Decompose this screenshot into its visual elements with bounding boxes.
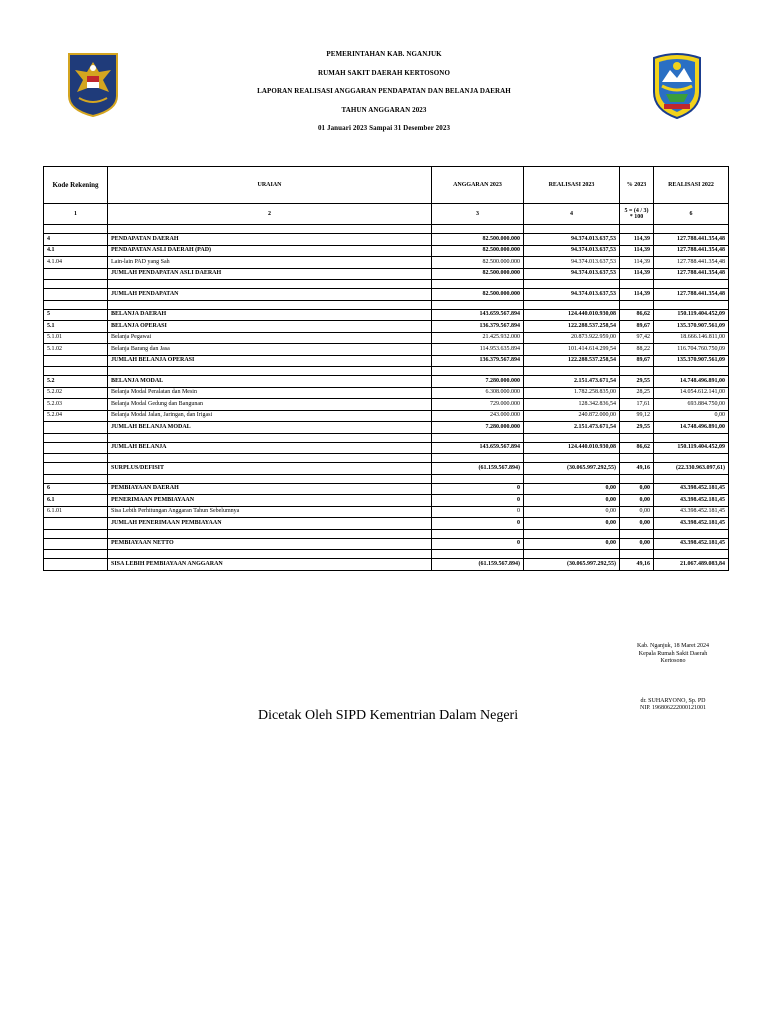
spacer-cell: [44, 300, 108, 309]
row-prev-realization: (22.330.963.097,61): [654, 463, 729, 475]
col-number: 5 = (4 / 3) * 100: [620, 204, 654, 225]
row-realization: 124.440.010.930,08: [524, 442, 620, 454]
spacer-row: [44, 367, 729, 376]
row-code: 5.2.02: [44, 387, 108, 399]
row-prev-realization: 150.119.404.452,09: [654, 309, 729, 321]
table-row: [44, 321, 729, 333]
row-percent: 88,22: [620, 344, 654, 356]
table-row: [44, 518, 729, 530]
row-prev-realization: 0,00: [654, 410, 729, 422]
table-row: [44, 442, 729, 454]
row-code: [44, 442, 108, 454]
row-prev-realization: 43.398.452.181,45: [654, 518, 729, 530]
row-code: 5.2: [44, 376, 108, 388]
row-percent: 0,00: [620, 538, 654, 550]
spacer-cell: [620, 300, 654, 309]
row-realization: 124.440.010.930,08: [524, 309, 620, 321]
row-percent: 0,00: [620, 483, 654, 495]
spacer-cell: [620, 454, 654, 463]
spacer-cell: [524, 550, 620, 559]
row-code: 6: [44, 483, 108, 495]
table-row: [44, 245, 729, 257]
sign-position: Kepala Rumah Sakit Daerah: [638, 650, 708, 657]
row-code: 4.1.04: [44, 257, 108, 269]
spacer-cell: [432, 300, 524, 309]
row-percent: 49,16: [620, 559, 654, 571]
row-code: 5.1: [44, 321, 108, 333]
row-description: PENDAPATAN ASLI DAERAH (PAD): [108, 245, 432, 257]
spacer-cell: [654, 529, 729, 538]
row-description: Belanja Modal Peralatan dan Mesin: [108, 387, 432, 399]
spacer-cell: [654, 300, 729, 309]
spacer-cell: [620, 367, 654, 376]
row-realization: 2.151.473.671,54: [524, 422, 620, 434]
spacer-cell: [524, 529, 620, 538]
row-percent: 49,16: [620, 463, 654, 475]
spacer-cell: [524, 474, 620, 483]
row-description: Sisa Lebih Perhitungan Anggaran Tahun Sebelumnya: [108, 506, 432, 518]
row-code: [44, 289, 108, 301]
table-row: [44, 344, 729, 356]
table-row: [44, 387, 729, 399]
row-realization: (30.065.997.292,55): [524, 559, 620, 571]
row-code: [44, 422, 108, 434]
spacer-cell: [108, 550, 432, 559]
col-number: 2: [108, 204, 432, 225]
spacer-cell: [654, 280, 729, 289]
table-row: [44, 483, 729, 495]
row-code: [44, 538, 108, 550]
row-percent: 114,39: [620, 268, 654, 280]
spacer-cell: [44, 474, 108, 483]
spacer-cell: [108, 529, 432, 538]
row-description: JUMLAH BELANJA: [108, 442, 432, 454]
row-percent: 86,62: [620, 442, 654, 454]
row-prev-realization: 43.398.452.181,45: [654, 506, 729, 518]
row-realization: 94.374.013.637,53: [524, 289, 620, 301]
col-header-realization: REALISASI 2023: [524, 167, 620, 204]
row-description: JUMLAH PENERIMAAN PEMBIAYAAN: [108, 518, 432, 530]
row-percent: 89,67: [620, 355, 654, 367]
col-number: 4: [524, 204, 620, 225]
spacer-cell: [620, 225, 654, 234]
row-code: 4: [44, 234, 108, 246]
spacer-cell: [44, 225, 108, 234]
row-budget: 0: [432, 518, 524, 530]
spacer-cell: [654, 225, 729, 234]
report-period: 01 Januari 2023 Sampai 31 Desember 2023: [317, 124, 451, 132]
spacer-cell: [432, 280, 524, 289]
spacer-row: [44, 300, 729, 309]
row-code: 6.1.01: [44, 506, 108, 518]
spacer-cell: [620, 529, 654, 538]
row-description: PEMBIAYAAN DAERAH: [108, 483, 432, 495]
table-row: [44, 257, 729, 269]
row-code: [44, 355, 108, 367]
sign-place-date: Kab. Nganjuk, 18 Maret 2024: [637, 643, 709, 649]
spacer-cell: [44, 529, 108, 538]
row-prev-realization: 127.788.441.354,48: [654, 289, 729, 301]
row-realization: 122.288.537.258,54: [524, 321, 620, 333]
table-row: [44, 495, 729, 507]
spacer-cell: [524, 433, 620, 442]
spacer-cell: [524, 225, 620, 234]
printed-by-footer: Dicetak Oleh SIPD Kementrian Dalam Negeri: [258, 708, 519, 723]
row-percent: 86,62: [620, 309, 654, 321]
spacer-row: [44, 280, 729, 289]
row-description: PEMBIAYAAN NETTO: [108, 538, 432, 550]
row-description: Belanja Modal Jalan, Jaringan, dan Irigasi: [108, 410, 432, 422]
spacer-cell: [44, 367, 108, 376]
row-code: 5.2.04: [44, 410, 108, 422]
row-percent: 89,67: [620, 321, 654, 333]
table-row: [44, 538, 729, 550]
spacer-cell: [620, 474, 654, 483]
row-prev-realization: 14.748.496.891,00: [654, 422, 729, 434]
col-header-budget: ANGGARAN 2023: [432, 167, 524, 204]
report-header: [0, 50, 768, 143]
table-row: [44, 309, 729, 321]
row-percent: 0,00: [620, 506, 654, 518]
row-realization: 94.374.013.637,53: [524, 257, 620, 269]
row-realization: 94.374.013.637,53: [524, 268, 620, 280]
spacer-cell: [654, 454, 729, 463]
row-realization: 122.288.537.258,54: [524, 355, 620, 367]
spacer-cell: [432, 225, 524, 234]
row-code: 5.1.01: [44, 332, 108, 344]
row-realization: 94.374.013.637,53: [524, 245, 620, 257]
spacer-row: [44, 474, 729, 483]
row-description: JUMLAH BELANJA OPERASI: [108, 355, 432, 367]
spacer-cell: [654, 474, 729, 483]
row-description: BELANJA DAERAH: [108, 309, 432, 321]
row-prev-realization: 18.666.146.811,00: [654, 332, 729, 344]
row-budget: (61.159.567.894): [432, 559, 524, 571]
row-budget: 243.000.000: [432, 410, 524, 422]
spacer-row: [44, 433, 729, 442]
row-description: SURPLUS/DEFISIT: [108, 463, 432, 475]
col-number: 6: [654, 204, 729, 225]
table-row: [44, 559, 729, 571]
row-description: BELANJA MODAL: [108, 376, 432, 388]
table-row: [44, 376, 729, 388]
row-description: JUMLAH BELANJA MODAL: [108, 422, 432, 434]
row-realization: 20.873.922.959,00: [524, 332, 620, 344]
row-prev-realization: 21.067.489.083,84: [654, 559, 729, 571]
table-row: [44, 399, 729, 411]
row-realization: 0,00: [524, 538, 620, 550]
row-budget: 136.379.567.894: [432, 321, 524, 333]
row-code: 5.1.02: [44, 344, 108, 356]
row-budget: 729.000.000: [432, 399, 524, 411]
table-row: [44, 422, 729, 434]
sign-position-2: Kertosono: [660, 658, 686, 664]
row-description: BELANJA OPERASI: [108, 321, 432, 333]
row-prev-realization: 43.398.452.181,45: [654, 538, 729, 550]
sign-name: dr. SUHARYONO, Sp. PD: [640, 697, 706, 704]
table-row: [44, 410, 729, 422]
row-prev-realization: 14.054.612.141,00: [654, 387, 729, 399]
row-prev-realization: 693.884.750,00: [654, 399, 729, 411]
hospital-name: RUMAH SAKIT DAERAH KERTOSONO: [317, 68, 450, 77]
row-budget: 143.659.567.894: [432, 309, 524, 321]
spacer-row: [44, 225, 729, 234]
row-description: Belanja Pegawai: [108, 332, 432, 344]
row-description: Lain-lain PAD yang Sah: [108, 257, 432, 269]
row-realization: 101.414.614.299,54: [524, 344, 620, 356]
spacer-row: [44, 454, 729, 463]
row-realization: 0,00: [524, 483, 620, 495]
row-code: [44, 268, 108, 280]
spacer-cell: [432, 367, 524, 376]
row-percent: 114,39: [620, 257, 654, 269]
table-row: [44, 332, 729, 344]
table-row: [44, 463, 729, 475]
spacer-cell: [432, 529, 524, 538]
row-prev-realization: 150.119.404.452,09: [654, 442, 729, 454]
col-number: 1: [44, 204, 108, 225]
row-code: [44, 559, 108, 571]
row-prev-realization: 14.748.496.891,00: [654, 376, 729, 388]
spacer-cell: [108, 454, 432, 463]
col-header-prev-realization: REALISASI 2022: [654, 167, 729, 204]
row-budget: 0: [432, 483, 524, 495]
spacer-cell: [654, 550, 729, 559]
row-realization: 240.872.000,00: [524, 410, 620, 422]
spacer-cell: [432, 550, 524, 559]
spacer-cell: [108, 300, 432, 309]
report-title: LAPORAN REALISASI ANGGARAN PENDAPATAN DAN BELANJA DAERAH: [257, 87, 511, 95]
row-percent: 99,12: [620, 410, 654, 422]
row-description: Belanja Modal Gedung dan Bangunan: [108, 399, 432, 411]
table-row: [44, 506, 729, 518]
row-realization: (30.065.997.292,55): [524, 463, 620, 475]
row-prev-realization: 135.370.907.561,09: [654, 355, 729, 367]
row-percent: 97,42: [620, 332, 654, 344]
spacer-cell: [108, 225, 432, 234]
spacer-cell: [44, 454, 108, 463]
row-description: Belanja Barang dan Jasa: [108, 344, 432, 356]
spacer-cell: [620, 433, 654, 442]
row-percent: 114,39: [620, 234, 654, 246]
row-budget: 82.500.000.000: [432, 257, 524, 269]
spacer-cell: [44, 280, 108, 289]
row-description: PENERIMAAN PEMBIAYAAN: [108, 495, 432, 507]
row-budget: (61.159.567.894): [432, 463, 524, 475]
row-code: 6.1: [44, 495, 108, 507]
table-row: [44, 355, 729, 367]
fiscal-year: TAHUN ANGGARAN 2023: [341, 105, 427, 114]
spacer-cell: [654, 367, 729, 376]
spacer-cell: [432, 474, 524, 483]
spacer-cell: [620, 550, 654, 559]
row-budget: 136.379.567.894: [432, 355, 524, 367]
signature-block: [608, 643, 738, 713]
row-budget: 82.500.000.000: [432, 289, 524, 301]
table-row: [44, 289, 729, 301]
row-description: JUMLAH PENDAPATAN ASLI DAERAH: [108, 268, 432, 280]
spacer-cell: [524, 454, 620, 463]
spacer-cell: [524, 280, 620, 289]
spacer-cell: [524, 367, 620, 376]
row-budget: 0: [432, 506, 524, 518]
spacer-cell: [432, 454, 524, 463]
spacer-cell: [108, 367, 432, 376]
row-prev-realization: 135.370.907.561,09: [654, 321, 729, 333]
row-budget: 82.500.000.000: [432, 245, 524, 257]
table-header-row: [44, 167, 729, 204]
row-budget: 21.425.932.000: [432, 332, 524, 344]
row-realization: 94.374.013.637,53: [524, 234, 620, 246]
budget-realization-table: [43, 166, 729, 571]
spacer-cell: [524, 300, 620, 309]
table-row: [44, 268, 729, 280]
spacer-cell: [620, 280, 654, 289]
row-percent: 114,39: [620, 245, 654, 257]
spacer-cell: [44, 433, 108, 442]
row-budget: 0: [432, 538, 524, 550]
table-row: [44, 234, 729, 246]
spacer-row: [44, 550, 729, 559]
row-budget: 82.500.000.000: [432, 268, 524, 280]
row-code: 4.1: [44, 245, 108, 257]
spacer-cell: [44, 550, 108, 559]
row-percent: 17,61: [620, 399, 654, 411]
spacer-cell: [432, 433, 524, 442]
spacer-cell: [108, 280, 432, 289]
col-number: 3: [432, 204, 524, 225]
row-percent: 28,25: [620, 387, 654, 399]
col-header-code: Kode Rekening: [44, 167, 108, 204]
row-prev-realization: 43.398.452.181,45: [654, 483, 729, 495]
row-realization: 0,00: [524, 495, 620, 507]
row-budget: 82.500.000.000: [432, 234, 524, 246]
spacer-row: [44, 529, 729, 538]
row-budget: 143.659.567.894: [432, 442, 524, 454]
col-header-percent: % 2023: [620, 167, 654, 204]
row-percent: 0,00: [620, 495, 654, 507]
row-prev-realization: 127.788.441.354,48: [654, 257, 729, 269]
row-code: 5.2.03: [44, 399, 108, 411]
row-prev-realization: 127.788.441.354,48: [654, 234, 729, 246]
row-budget: 7.280.000.000: [432, 422, 524, 434]
row-prev-realization: 127.788.441.354,48: [654, 245, 729, 257]
row-prev-realization: 127.788.441.354,48: [654, 268, 729, 280]
row-description: PENDAPATAN DAERAH: [108, 234, 432, 246]
spacer-cell: [108, 474, 432, 483]
gov-name: PEMERINTAHAN KAB. NGANJUK: [326, 50, 442, 58]
row-prev-realization: 43.398.452.181,45: [654, 495, 729, 507]
row-code: [44, 463, 108, 475]
row-percent: 29,55: [620, 376, 654, 388]
row-description: SISA LEBIH PEMBIAYAAN ANGGARAN: [108, 559, 432, 571]
row-description: JUMLAH PENDAPATAN: [108, 289, 432, 301]
row-prev-realization: 116.704.760.750,09: [654, 344, 729, 356]
row-realization: 1.782.258.835,00: [524, 387, 620, 399]
row-budget: 114.953.635.894: [432, 344, 524, 356]
row-realization: 2.151.473.671,54: [524, 376, 620, 388]
row-percent: 29,55: [620, 422, 654, 434]
sign-nip: NIP. 196806222000121001: [639, 705, 706, 711]
column-number-row: [44, 204, 729, 225]
row-budget: 6.308.000.000: [432, 387, 524, 399]
row-realization: 128.342.836,54: [524, 399, 620, 411]
row-code: [44, 518, 108, 530]
row-percent: 114,39: [620, 289, 654, 301]
spacer-cell: [654, 433, 729, 442]
spacer-cell: [108, 433, 432, 442]
row-realization: 0,00: [524, 506, 620, 518]
row-code: 5: [44, 309, 108, 321]
row-budget: 7.280.000.000: [432, 376, 524, 388]
row-budget: 0: [432, 495, 524, 507]
row-realization: 0,00: [524, 518, 620, 530]
col-header-description: URAIAN: [108, 167, 432, 204]
row-percent: 0,00: [620, 518, 654, 530]
